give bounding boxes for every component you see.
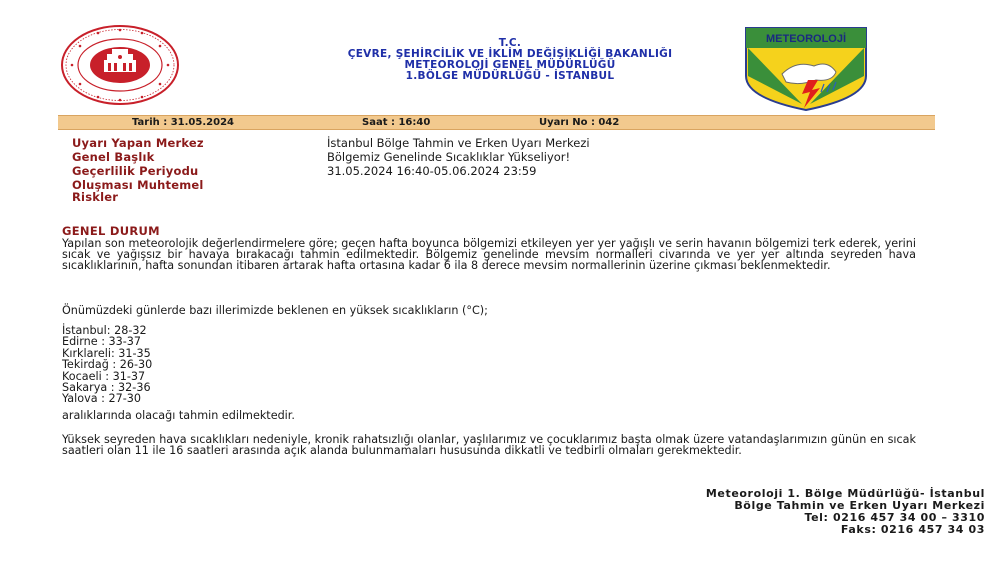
list-item: Kırklareli: 31-35 (62, 346, 151, 360)
meteoroloji-logo-text: METEOROLOJİ (765, 33, 847, 45)
header-tc: T.C. (498, 37, 522, 49)
paragraph-advice: Yüksek seyreden hava sıcaklıkları nedeniyle, kronik rahatsızlığı olanlar, yaşlılarımız ve çocuklarımız başta olmak üzere vatandaşlarımızın günün en sıcak saatleri olan 11 ile 16 saatleri arasında açık alanda bulunmamaları hususunda dikkatli ve tedbirli olmaları gerekmektedir. (62, 433, 916, 458)
header-ministry: ÇEVRE, ŞEHİRCİLİK VE İKLİM DEĞİŞİKLİĞİ BAKANLIĞI (347, 48, 673, 60)
paragraph-assessment: Yapılan son meteorolojik değerlendirmelere göre; geçen hafta boyunca bölgemizi etkileyen yer yer yağışlı ve serin havanın bölgemizi terk ederek, yerini sıcak ve yağışsız bir havaya bırakacağı tahmin edilmektedir. Bölgemiz genelinde mevsim normalleri civarında ve yer yer altında seyreden hava sıcaklıklarının, hafta sonundan itibaren artarak hafta ortasına kadar 6 ila 8 derece mevsim normallerinin üzerine çıkması beklenmektedir. (62, 237, 916, 273)
city-temperature-list (62, 325, 152, 405)
paragraph-forecast-intro: Önümüzdeki günlerde bazı illerimizde beklenen en yüksek sıcaklıkların (°C); (62, 304, 488, 317)
footer-contact (706, 488, 985, 536)
list-item: Edirne : 33-37 (62, 335, 142, 349)
list-item: Yalova : 27-30 (62, 392, 141, 406)
validity-period-label: Geçerlilik Periyodu (72, 164, 199, 178)
meteoroloji-shield-icon (742, 26, 870, 112)
ministry-seal-icon (60, 24, 180, 106)
info-bar (58, 115, 935, 130)
footer-center: Bölge Tahmin ve Erken Uyarı Merkezi (734, 499, 985, 512)
warning-number-field: Uyarı No : 042 (539, 117, 620, 128)
general-title-label: Genel Başlık (72, 150, 155, 164)
section-title-general-situation: GENEL DURUM (62, 224, 160, 238)
list-item: Kocaeli : 31-37 (62, 369, 146, 383)
general-title-value: Bölgemiz Genelinde Sıcaklıklar Yükseliyor! (327, 150, 571, 164)
header-region: 1.BÖLGE MÜDÜRLÜĞÜ - İSTANBUL (405, 70, 615, 82)
list-item: Sakarya : 32-36 (62, 381, 151, 395)
time-field: Saat : 16:40 (362, 117, 431, 128)
validity-period-value: 31.05.2024 16:40-05.06.2024 23:59 (327, 164, 537, 178)
date-field: Tarih : 31.05.2024 (132, 117, 234, 128)
list-item: İstanbul: 28-32 (62, 324, 147, 337)
header-directorate: METEOROLOJİ GENEL MÜDÜRLÜĞÜ (404, 59, 616, 71)
footer-office: Meteoroloji 1. Bölge Müdürlüğü- İstanbul (705, 487, 985, 500)
issuing-center-label: Uyarı Yapan Merkez (72, 136, 204, 150)
footer-fax: Faks: 0216 457 34 03 (840, 523, 985, 536)
footer-phone: Tel: 0216 457 34 00 – 3310 (804, 511, 985, 524)
possible-risks-label (72, 179, 204, 203)
issuing-center-value: İstanbul Bölge Tahmin ve Erken Uyarı Merkezi (327, 136, 590, 150)
paragraph-range-note: aralıklarında olacağı tahmin edilmektedir. (62, 409, 295, 422)
list-item: Tekirdağ : 26-30 (62, 358, 153, 372)
document-header (230, 38, 790, 82)
possible-risks-label-line2: Riskler (72, 190, 119, 204)
possible-risks-label-line1: Oluşması Muhtemel (72, 178, 204, 192)
